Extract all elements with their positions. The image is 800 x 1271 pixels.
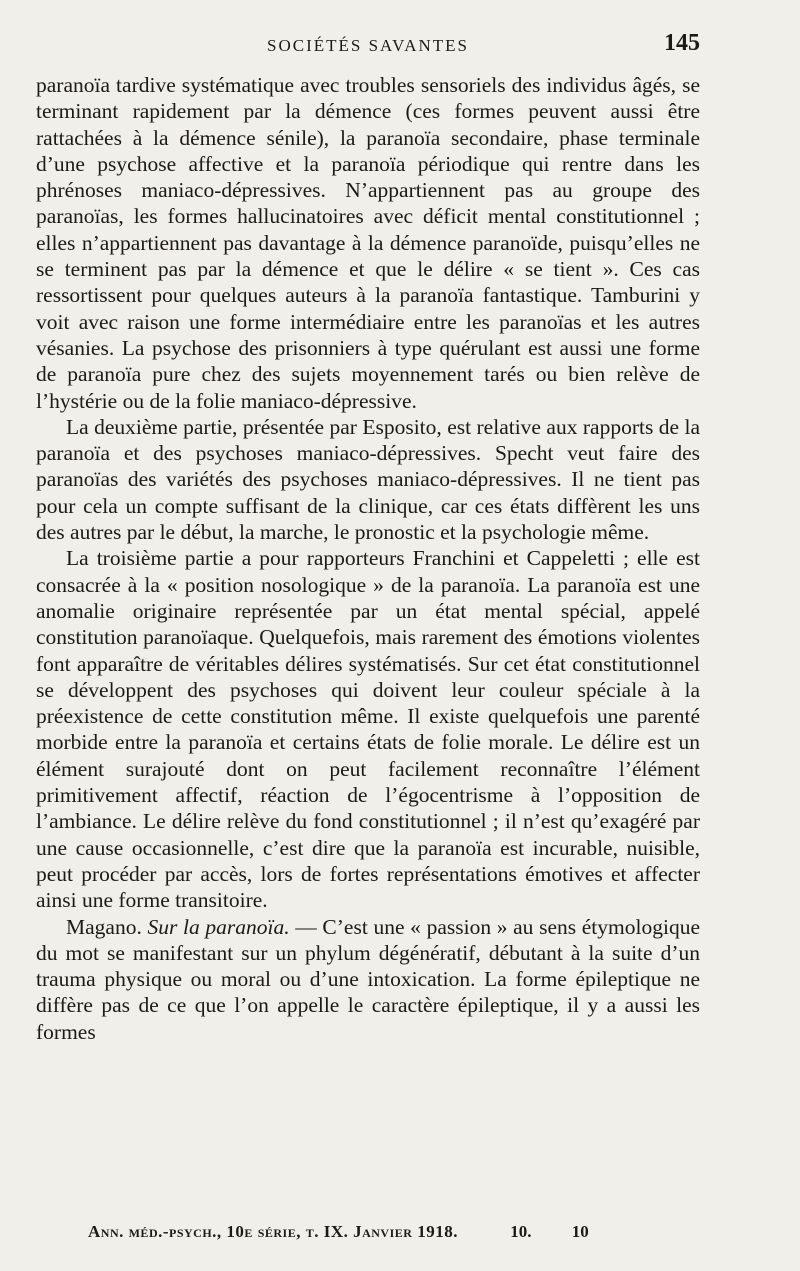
signature-number: 10 — [571, 1222, 589, 1241]
paragraph-continuation: paranoïa tardive systématique avec troubles sensoriels des individus âgés, se terminant rapidement par la démence (ces formes peuvent aussi être rattachées à la démence sénile), la paranoïa secondaire, phase terminale d’une psychose affective et la paranoïa périodique qui rentre dans les phrénoses maniaco-dépressives. N’appartiennent pas au groupe des paranoïas, les formes hallucinatoires avec déficit mental constitutionnel ; elles n’appartiennent pas davantage à la démence paranoïde, puisqu’elles ne se terminent pas par la démence et que le délire « se tient ». Ces cas ressortissent pour quelques auteurs à la paranoïa fantastique. Tamburini y voit avec raison une forme intermédiaire entre les paranoïas et les autres vésanies. La psychose des prisonniers à type quérulant est aussi une forme de paranoïa pure chez des sujets moyennement tarés ou bien relève de l’hystérie ou de la folie maniaco-dépressive. — [36, 73, 700, 413]
author-name: Magano. — [66, 914, 142, 939]
running-head — [36, 30, 700, 64]
journal-reference: Ann. méd.-psych., 10e série, t. IX. Janvier 1918. — [88, 1222, 458, 1241]
body-text — [36, 72, 700, 1045]
paragraph-esposito: La deuxième partie, présentée par Esposito, est relative aux rapports de la paranoïa et des psychoses maniaco-dépressives. Specht veut faire des paranoïas des variétés des psychoses maniaco-dépressives. Il ne tient pas pour cela un compte suffisant de la clinique, car ces états diffèrent les uns des autres par le début, la marche, le pronostic et la psychologie même. — [36, 414, 700, 545]
signature-mark: 10. — [510, 1222, 532, 1241]
running-title: SOCIÉTÉS SAVANTES — [267, 36, 469, 55]
paragraph-magano-text: — C’est une « passion » au sens étymologique du mot se manifestant sur un phylum dégénératif, débutant à la suite d’un trauma physique ou moral ou d’une intoxication. La forme épileptique ne diffère pas de ce que l’on appelle le caractère épileptique, il y a aussi les formes — [36, 914, 700, 1044]
paragraph-magano — [36, 914, 700, 1045]
article-title: Sur la paranoïa. — [147, 914, 290, 939]
paragraph-franchini-cappeletti: La troisième partie a pour rapporteurs Franchini et Cappeletti ; elle est consacrée à la « position nosologique » de la paranoïa. La paranoïa est une anomalie originaire représentée par un état mental spécial, appelé constitution paranoïaque. Quelquefois, mais rarement des émotions violentes font apparaître de véritables délires systématisés. Sur cet état constitutionnel se développent des psychoses qui doivent leur couleur spéciale à la préexistence de cette constitution même. Il existe quelquefois une parenté morbide entre la paranoïa et certains états de folie morale. Le délire est un élément surajouté dont on peut facilement reconnaître l’élément primitivement affectif, réaction de l’égocentrisme à l’opposition de l’ambiance. Le délire relève du fond constitutionnel ; il n’est qu’exagéré par une cause occasionnelle, c’est dire que la paranoïa est incurable, nuisible, peut procéder par accès, lors de fortes représentations émotives et affecter ainsi une forme transitoire. — [36, 546, 700, 913]
page-footer — [88, 1222, 688, 1242]
page-number: 145 — [664, 30, 700, 56]
